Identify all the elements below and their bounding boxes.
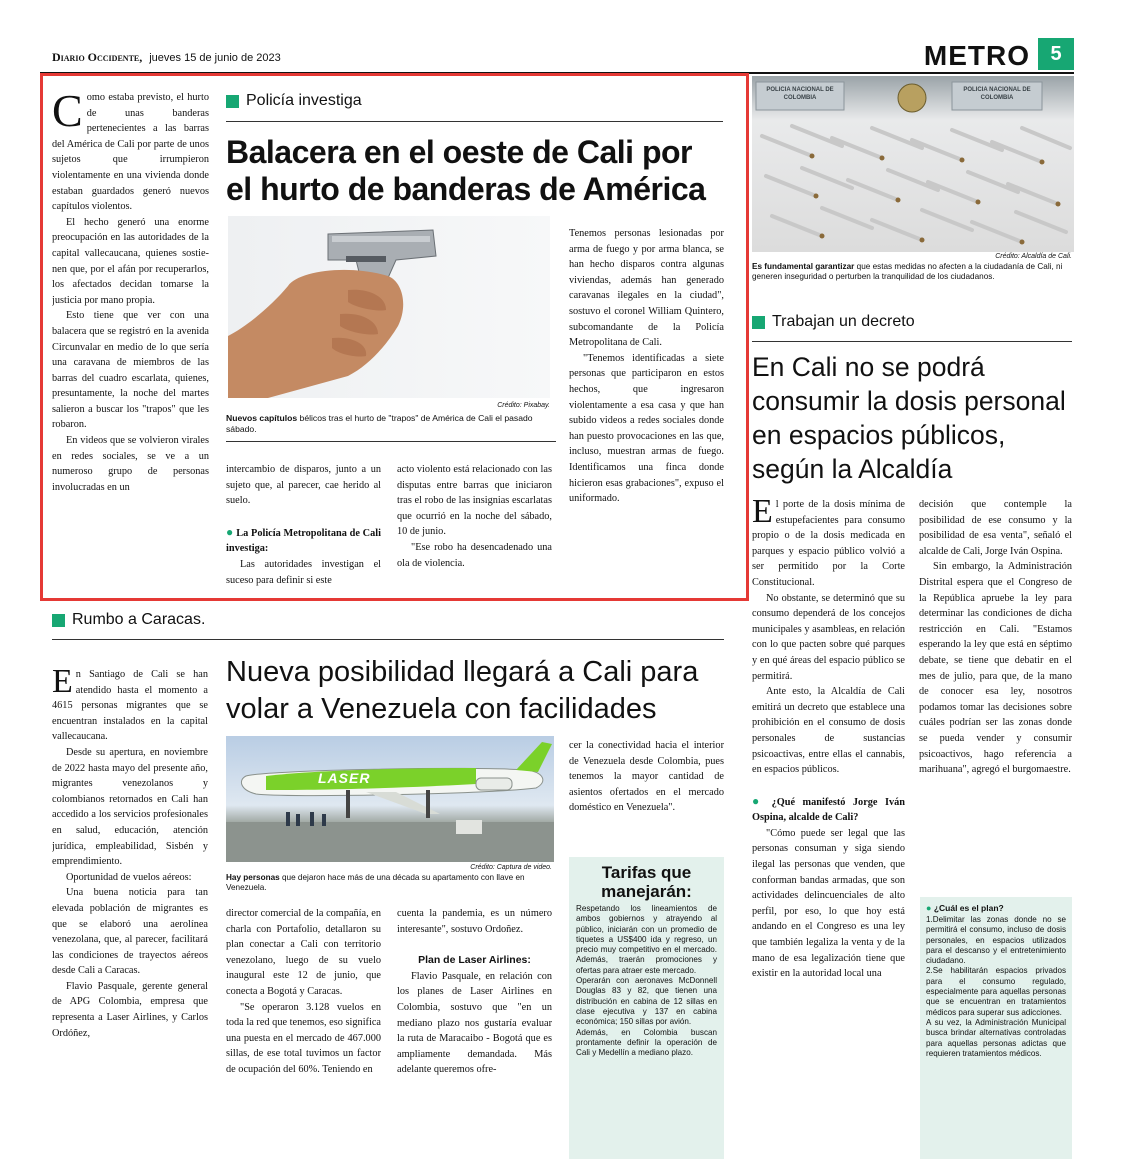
paragraph: Desde su apertura, en noviembre de 2022 hasta mayo del presente año, migrantes venezolanos y colombianos retornados en Cali han accedido a los servicios profesionales en salud, educación, atención jurídica, empleabilidad, Sisbén y emprendimiento.	[52, 746, 208, 868]
plane-illustration	[226, 736, 554, 862]
bottom-col-1	[52, 667, 208, 1159]
paragraph: intercambio de disparos, junto a un sujeto que, al parecer, cae herido al suelo.	[226, 464, 381, 507]
bottom-col-4	[569, 738, 724, 848]
photo-caption-plane	[226, 873, 556, 893]
section-label-text: Policía investiga	[246, 92, 362, 109]
paragraph: acto violento está relacionado con las disputas entre barras que iniciaron tras el robo de las insignias escarlatas que ocurrió en la noche del sábado, 10 de junio.	[397, 464, 552, 538]
right-col-1	[752, 497, 905, 1159]
cigarettes-illustration	[752, 76, 1074, 252]
section-rule	[752, 341, 1072, 342]
section-label-policia	[226, 92, 362, 110]
paragraph: n Santiago de Cali se han atendido hasta el momento a 4615 personas migrantes que se encuentran instalados en la capital vallecaucana.	[52, 669, 208, 743]
right-headline: En Cali no se podrá consumir la dosis personal en espacios públicos, según la Alcaldía	[752, 352, 1066, 484]
plane-photo	[226, 736, 554, 862]
paragraph: Sin embargo, la Administración Distrital espera que el Congreso de la República apruebe la ley para determinar las condiciones de dicha restricción en Cali. "Estamos esperando la ley que está en séptimo debate, se tiene que debatir en el mes de julio, para que, de la mano de conocer esa ley, nosotros podamos tomar las decisiones sobre cuáles podrían ser las zonas donde se pueda vender y consumir psicoactivos, hago referencia a marihuana", agregó el burgomaestre.	[919, 561, 1072, 776]
paragraph: "Tenemos identificadas a siete personas que participaron en estos hechos, que ingresaron violentamente a esa casa y que han subido videos a redes sociales donde han puesto provocaciones en las que, incluso, muestran armas de fuego. Identificamos una finca donde hicieron esas grabaciones", expuso el uniformado.	[569, 352, 724, 505]
paragraph: omo estaba previsto, el hurto de unas banderas pertenecientes a las barras del América de Cali por parte de unos sujetos que irrumpieron violentamente en una vivienda donde estaban guardados generó nuevos capítulos violentos.	[52, 92, 209, 213]
bottom-headline: Nueva posibilidad llegará a Cali para volar a Venezuela con facilidades	[226, 656, 699, 725]
main-headline: Balacera en el oeste de Cali por el hurto de banderas de América	[226, 134, 706, 207]
subhead	[226, 525, 381, 557]
info-box-title-text: ¿Cuál es el plan?	[933, 903, 1004, 913]
paragraph: cer la conectividad hacia el interior de Venezuela desde Colombia, pues tenemos la mayor cantidad de asientos ofertados en el mercado doméstico en Venezuela".	[569, 740, 724, 814]
subhead	[752, 794, 905, 826]
caption-bold: Es fundamental garantizar	[752, 262, 855, 271]
tariff-box	[569, 857, 724, 1159]
tariff-paragraph: Además, en Colombia buscan prontamente definir la operación de Cali y Medellín a mediano plazo.	[576, 1027, 717, 1058]
paragraph: Flavio Pasquale, gerente general de APG Colombia, empresa que representa a Laser Airlines, y Carlos Ordóñez,	[52, 980, 208, 1039]
green-square-icon	[752, 316, 765, 329]
dropcap: C	[52, 90, 83, 136]
section-label-text: Rumbo a Caracas.	[72, 611, 206, 628]
bullet-icon: ●	[926, 903, 932, 913]
paragraph: Tenemos personas lesionadas por arma de fuego y por arma blanca, se han hecho disparos contra algunas viviendas, además han generado caravanas ilegales en la ciudad", sostuvo el coronel William Quintero, subcomandante de la Policía Metropolitana de Cali.	[569, 228, 724, 349]
main-col-right	[569, 226, 724, 598]
paragraph: cuenta la pandemia, es un número interesante", sostuvo Ordoñez.	[397, 908, 552, 935]
cigarettes-photo	[752, 76, 1074, 252]
paragraph: "Se operaron 3.128 vuelos en toda la red que tenemos, eso significa una puesta en el mercado de 467.000 sillas, de ese total tuvimos un factor de ocupación del 60%. Teniendo en	[226, 1001, 381, 1075]
paragraph: director comercial de la compañía, en charla con Portafolio, detallaron su plan conectar a Cali con territorio venezolano, luego de su vuelo inaugural este 12 de junio, que conecta a Bogotá y Caracas.	[226, 908, 381, 997]
bottom-col-2	[226, 906, 381, 1159]
gun-illustration	[228, 216, 550, 398]
caption-bold: Hay personas	[226, 873, 280, 882]
bullet-icon: ●	[752, 793, 765, 808]
photo-credit-right: Crédito: Alcaldía de Cali.	[995, 253, 1072, 260]
paragraph: Ante esto, la Alcaldía de Cali emitirá un decreto que establece una prohibición en el consumo de dosis personales de sustancias psicoactivas, entre ellas el cannabis, en espacios públicos.	[752, 686, 905, 776]
gun-photo	[228, 216, 550, 398]
paragraph: El hecho generó una enorme preocupación en las autoridades de la capital vallecaucana, quienes sostie-nen que, por el afán por recuperarlos, los afectados decidan tomarse la justicia por mano propia.	[52, 216, 209, 306]
paragraph: Las autoridades investigan el suceso para definir si este	[226, 558, 381, 586]
info-box-item: 2.Se habilitarán espacios privados para el consumo regulado, especialmente para aquellas personas que se encuentran en tratamientos médicos para superar sus adicciones.	[926, 966, 1066, 1017]
section-label-decreto	[752, 313, 915, 331]
photo-caption-right	[752, 262, 1074, 282]
bottom-col-3	[397, 906, 552, 1159]
info-box	[920, 897, 1072, 1159]
paragraph: l porte de la dosis mínima de estupefacientes para consumo propio o de la dosis medicada en parques y espacio público volvió a ser permitido por la Corte Constitucional.	[752, 499, 905, 588]
seal-text-right: POLICIA NACIONAL DE COLOMBIA	[963, 87, 1031, 101]
info-box-item: 1.Delimitar las zonas donde no se permitirá el consumo, incluso de dosis personales, en espacios utilizados para el descanso y el entretenimiento ciudadano.	[926, 915, 1066, 966]
section-label-caracas	[52, 611, 205, 629]
caption-text: que estas medidas no afecten a la ciudadanía de Cali, ni generen inseguridad o perturben la tranquilidad de los ciudadanos.	[752, 262, 1063, 281]
info-box-item: A su vez, la Administración Municipal busca brindar alternativas controladas para aquellas personas adictas que requieren tratamientos médicos.	[926, 1017, 1066, 1058]
bullet-icon: ●	[226, 524, 234, 539]
info-box-title	[926, 903, 1066, 913]
paragraph: decisión que contemple la posibilidad de ese consumo y la posibilidad de esa venta", señaló el alcalde de Cali, Jorge Iván Ospina.	[919, 499, 1072, 557]
paragraph: "Ese robo ha desencadenado una ola de violencia.	[397, 541, 552, 569]
masthead-date: jueves 15 de junio de 2023	[149, 52, 281, 64]
tariff-paragraph: Operarán con aeronaves McDonnell Douglas 83 y 82, que tienen una distribución en cabina de 12 sillas en clase ejecutiva y 137 en cabina económica; 150 sillas por avión.	[576, 976, 717, 1027]
plane-logo: LASER	[318, 770, 371, 786]
paragraph: Flavio Pasquale, en relación con los planes de Laser Airlines en Colombia, sostuvo que "en un mediano plazo nos gustaría evaluar la ruta de Maracaibo - Bogotá que es ampliamente demandada. Más adelante queremos ofre-	[397, 970, 552, 1076]
section-rule	[52, 639, 724, 640]
paragraph: Una buena noticia para tan elevada población de migrantes es que se elaboró una aerolínea venezolana, que, al parecer, facilitará las condiciones de trayectos aéreos desde Cali a Caracas.	[52, 887, 208, 977]
section-rule	[226, 121, 723, 122]
green-square-icon	[52, 614, 65, 627]
subhead-text: ¿Qué manifestó Jorge Iván Ospina, alcalde de Cali?	[752, 796, 905, 824]
right-col-2	[919, 497, 1072, 869]
page-number: 5	[1038, 38, 1074, 70]
paragraph: No obstante, se determinó que su consumo dependerá de los concejos municipales y asambleas, en relación con lo que pacten sobre qué parques y en qué áreas del espacio público se permitirá.	[752, 592, 905, 682]
caption-text: bélicos tras el hurto de "trapos" de América de Cali el pasado sábado.	[226, 413, 533, 434]
dropcap: E	[752, 497, 773, 530]
photo-credit-plane: Crédito: Captura de video.	[470, 864, 552, 871]
caption-rule	[226, 441, 556, 442]
section-name: METRO	[923, 40, 1030, 71]
paragraph: Esto tiene que ver con una balacera que se registró en la avenida Circunvalar en medio de lo que sería una caravana de miembros de las barras del cuadro escarlata, quienes, presuntamente, la noche del martes salieron a buscar los "trapos" que les robaron.	[52, 310, 209, 431]
photo-caption	[226, 413, 556, 435]
masthead	[52, 40, 1074, 74]
paper-name: Diario Occidente,	[52, 50, 143, 64]
photo-credit: Crédito: Pixabay.	[497, 402, 550, 409]
dropcap: E	[52, 667, 73, 700]
caption-text: que dejaron hace más de una década su apartamento con llave en Venezuela.	[226, 873, 525, 892]
left-column-text	[52, 90, 209, 596]
tariff-paragraph: Respetando los lineamientos de ambos gobiernos y atrayendo al público, iniciarán con un promedio de tiquetes a US$400 ida y regreso, un precio muy competitivo en el mercado. Además, traerán promociones y ofertas para atraer este mercado.	[576, 904, 717, 975]
paragraph: Oportunidad de vuelos aéreos:	[66, 871, 192, 883]
seal-text-left: POLICIA NACIONAL DE COLOMBIA	[766, 87, 834, 101]
section-label-text: Trabajan un decreto	[772, 313, 915, 330]
main-col-a	[226, 462, 381, 598]
main-col-b	[397, 462, 552, 598]
caption-bold: Nuevos capítulos	[226, 413, 298, 423]
tariff-box-title: Tarifas que manejarán:	[601, 863, 692, 901]
paragraph: "Cómo puede ser legal que las personas consuman y siga siendo ilegal las personas que venden, que conforman bandas armadas, que son actividades delincuenciales de alto perfil, por eso, lo que hoy está andando en el Congreso es una ley que también legaliza la venta y de la mano de esa legalización tiene que existir en la autoridad local una	[752, 827, 905, 980]
subhead: Plan de Laser Airlines:	[418, 954, 531, 967]
paragraph: En videos que se volvieron virales en redes sociales, se ve a un numeroso grupo de personas involucradas en un	[52, 435, 209, 493]
green-square-icon	[226, 95, 239, 108]
subhead-text: La Policía Metropolitana de Cali investiga:	[226, 527, 381, 555]
